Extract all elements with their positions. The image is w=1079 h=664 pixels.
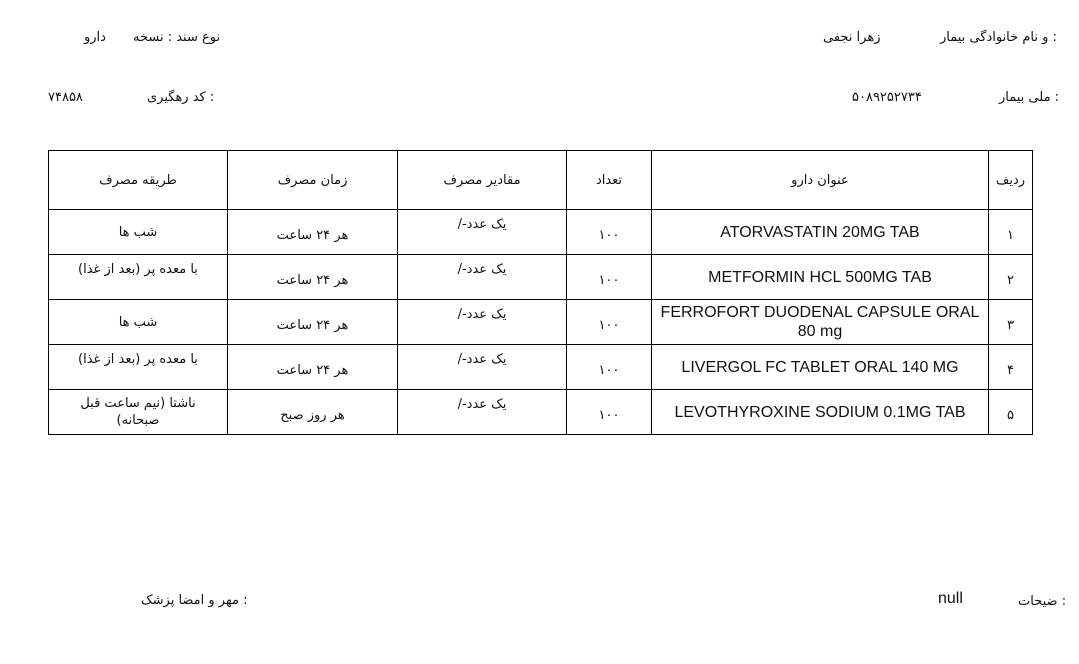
col-header-drug: عنوان دارو [652, 151, 989, 210]
time-cell [228, 300, 398, 345]
dose-cell [398, 345, 567, 390]
time-cell [228, 390, 398, 435]
method-text: شب ها [118, 224, 158, 240]
time-cell [228, 255, 398, 300]
col-header-method: طریقه مصرف [49, 151, 228, 210]
row-number: ۵ [1007, 407, 1014, 423]
count-text: ۱۰۰ [598, 362, 620, 378]
drug-cell [652, 210, 989, 255]
method-cell [49, 255, 228, 300]
count-text: ۱۰۰ [598, 227, 620, 243]
time-text: هر ۲۴ ساعت [276, 227, 349, 243]
drug-name: FERROFORT DUODENAL CAPSULE ORAL 80 mg [660, 304, 980, 340]
drug-cell [652, 255, 989, 300]
drug-name: LIVERGOL FC TABLET ORAL 140 MG [681, 358, 959, 376]
time-text: هر ۲۴ ساعت [276, 362, 349, 378]
count-text: ۱۰۰ [598, 272, 620, 288]
time-text: هر روز صبح [280, 407, 345, 423]
time-text: هر ۲۴ ساعت [276, 317, 349, 333]
dose-text: /-یک عدد [457, 216, 507, 232]
row-number: ۴ [1007, 362, 1014, 378]
col-header-time: زمان مصرف [228, 151, 398, 210]
dose-cell [398, 390, 567, 435]
method-text: با معده پر (بعد از غذا) [78, 351, 198, 367]
table-row [49, 345, 1033, 390]
method-text: با معده پر (بعد از غذا) [78, 261, 198, 277]
dose-cell [398, 300, 567, 345]
table-row [49, 210, 1033, 255]
method-text: ناشتا (نیم ساعت قبل صبحانه) [80, 396, 196, 428]
row-number: ۲ [1007, 272, 1014, 288]
count-cell [567, 255, 652, 300]
method-text: شب ها [118, 314, 158, 330]
row-no-cell [989, 390, 1033, 435]
doc-type-label: نوع سند : نسخه [133, 30, 221, 45]
method-cell [49, 300, 228, 345]
prescription-table [48, 150, 1033, 435]
tracking-code-value: ۷۴۸۵۸ [48, 90, 83, 105]
table-row [49, 300, 1033, 345]
row-number: ۱ [1007, 227, 1014, 243]
count-cell [567, 210, 652, 255]
row-no-cell [989, 345, 1033, 390]
row-no-cell [989, 300, 1033, 345]
col-header-row-no: ردیف [989, 151, 1033, 210]
tracking-code-label: کد رهگیری : [147, 90, 215, 105]
method-cell [49, 345, 228, 390]
count-cell [567, 300, 652, 345]
drug-name: ATORVASTATIN 20MG TAB [720, 223, 920, 241]
time-cell [228, 345, 398, 390]
count-text: ۱۰۰ [598, 317, 620, 333]
row-no-cell [989, 255, 1033, 300]
drug-name: LEVOTHYROXINE SODIUM 0.1MG TAB [674, 403, 966, 421]
signature-label: مهر و امضا پزشک : [141, 593, 248, 608]
dose-cell [398, 210, 567, 255]
table-header-row [49, 151, 1033, 210]
drug-cell [652, 390, 989, 435]
count-cell [567, 345, 652, 390]
time-cell [228, 210, 398, 255]
dose-text: /-یک عدد [457, 306, 507, 322]
dose-text: /-یک عدد [457, 396, 507, 412]
patient-name-label: و نام خانوادگی بیمار : [940, 30, 1057, 45]
method-cell [49, 390, 228, 435]
method-cell [49, 210, 228, 255]
drug-name: METFORMIN HCL 500MG TAB [708, 268, 932, 286]
doc-type-value: دارو [84, 30, 106, 45]
notes-value: null [938, 590, 963, 607]
table-row [49, 390, 1033, 435]
national-id-value: ۵۰۸۹۲۵۲۷۳۴ [852, 90, 922, 105]
row-number: ۳ [1007, 317, 1014, 333]
notes-label: ضیحات : [1018, 594, 1067, 609]
dose-text: /-یک عدد [457, 351, 507, 367]
dose-cell [398, 255, 567, 300]
drug-cell [652, 345, 989, 390]
drug-cell [652, 300, 989, 345]
time-text: هر ۲۴ ساعت [276, 272, 349, 288]
national-id-label: ملی بیمار : [999, 90, 1060, 105]
count-text: ۱۰۰ [598, 407, 620, 423]
table-row [49, 255, 1033, 300]
dose-text: /-یک عدد [457, 261, 507, 277]
col-header-dose: مقادیر مصرف [398, 151, 567, 210]
row-no-cell [989, 210, 1033, 255]
col-header-count: تعداد [567, 151, 652, 210]
patient-name-value: زهرا نجفی [823, 30, 881, 45]
count-cell [567, 390, 652, 435]
